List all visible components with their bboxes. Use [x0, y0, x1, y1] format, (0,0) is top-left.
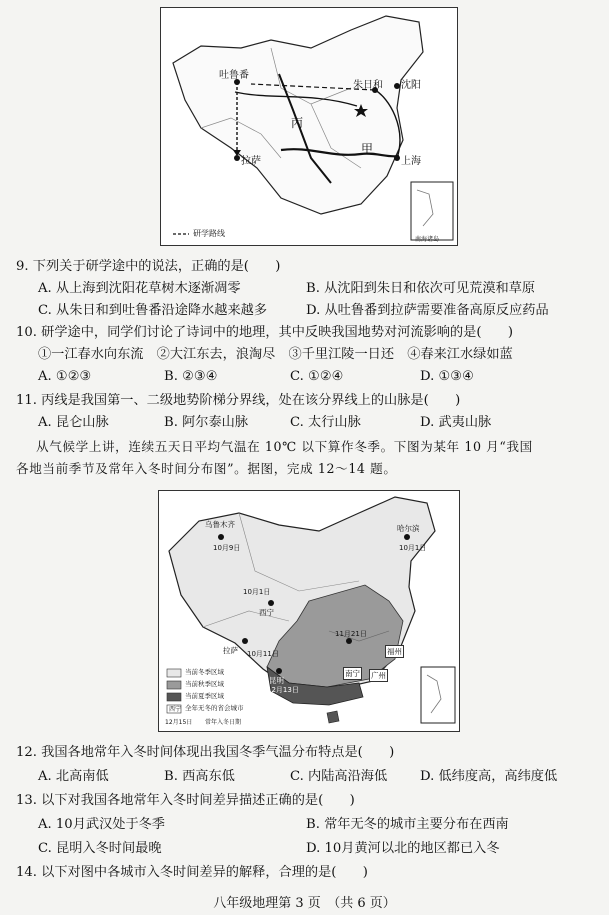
map1-inset-label: 南海诸岛 [415, 236, 440, 243]
q10-option-b[interactable]: B. ②③④ [164, 369, 218, 384]
label-bing: 丙 [291, 116, 304, 130]
label-shanghai: 上海 [401, 156, 421, 167]
page-footer: 八年级地理第 3 页 （共 6 页） [213, 896, 396, 911]
research-route-map [160, 7, 458, 246]
label-xining-date: 10月1日 [243, 588, 271, 596]
q12-option-b[interactable]: B. 西高东低 [164, 769, 235, 784]
label-jia: 甲 [361, 142, 374, 156]
label-zhurihe: 朱日和 [353, 80, 383, 91]
legend-autumn: 当前秋季区域 [185, 680, 224, 688]
label-tulufan: 吐鲁番 [219, 70, 249, 81]
q11-option-c[interactable]: C. 太行山脉 [290, 415, 361, 430]
q12-option-d[interactable]: D. 低纬度高，高纬度低 [420, 769, 558, 784]
q12-option-c[interactable]: C. 内陆高沿海低 [290, 769, 388, 784]
legend-example-date: 12月15日 [165, 719, 193, 726]
q12-option-a[interactable]: A. 北高南低 [38, 769, 109, 784]
q11-stem: 11. 丙线是我国第一、二级地势阶梯分界线，处在该分界线上的山脉是( ) [16, 393, 461, 408]
q9-option-c[interactable]: C. 从朱日和到吐鲁番沿途降水越来越多 [38, 303, 268, 318]
q9-stem: 9. 下列关于研学途中的说法，正确的是( ) [16, 259, 281, 274]
label-guangzhou: 广州 [371, 671, 386, 680]
label-kunming: 昆明 [269, 676, 284, 685]
q11-option-a[interactable]: A. 昆仑山脉 [38, 415, 109, 430]
q13-option-c[interactable]: C. 昆明入冬时间最晚 [38, 841, 162, 856]
q10-stem: 10. 研学途中，同学们讨论了诗词中的地理，其中反映我国地势对河流影响的是( ) [16, 325, 514, 340]
legend-winter: 当前冬季区域 [185, 668, 224, 676]
q10-option-c[interactable]: C. ①②④ [290, 369, 344, 384]
q11-option-d[interactable]: D. 武夷山脉 [420, 415, 492, 430]
label-shenyang: 沈阳 [401, 80, 421, 91]
q13-option-d[interactable]: D. 10月黄河以北的地区都已入冬 [306, 841, 500, 856]
label-lasa-date: 10月11日 [247, 650, 279, 658]
q13-option-a[interactable]: A. 10月武汉处于冬季 [38, 817, 165, 832]
q13-stem: 13. 以下对我国各地常年入冬时间差异描述正确的是( ) [16, 793, 355, 808]
q9-option-a[interactable]: A. 从上海到沈阳花草树木逐渐凋零 [38, 281, 241, 296]
label-wulumuqi-date: 10月9日 [213, 544, 241, 552]
label-wuhan-date: 11月21日 [335, 630, 367, 638]
q10-poems: ①一江春水向东流 ②大江东去，浪淘尽 ③千里江陵一日还 ④春来江水绿如蓝 [38, 347, 513, 362]
label-lasa: 拉萨 [241, 156, 261, 167]
legend-no-winter: 全年无冬的省会城市 [185, 704, 244, 712]
label-lasa: 拉萨 [223, 646, 238, 655]
q11-option-b[interactable]: B. 阿尔泰山脉 [164, 415, 249, 430]
intro-line-1: 从气候学上讲，连续五天日平均气温在 10℃ 以下算作冬季。下图为某年 10 月“我国 [36, 439, 533, 454]
label-xining: 西宁 [259, 608, 274, 617]
legend-date-note: 常年入冬日期 [205, 719, 242, 726]
legend-summer: 当前夏季区域 [185, 692, 224, 700]
q9-option-d[interactable]: D. 从吐鲁番到拉萨需要准备高原反应药品 [306, 303, 549, 318]
q10-option-a[interactable]: A. ①②③ [38, 369, 92, 384]
label-haerbin-date: 10月1日 [399, 544, 427, 552]
intro-line-2: 各地当前季节及常年入冬时间分布图”。据图，完成 12～14 题。 [16, 461, 397, 476]
china-outline-map [161, 8, 457, 245]
map1-legend: 研学路线 [193, 229, 225, 238]
label-wulumuqi: 乌鲁木齐 [205, 520, 235, 529]
q10-option-d[interactable]: D. ①③④ [420, 369, 474, 384]
q9-option-b[interactable]: B. 从沈阳到朱日和依次可见荒漠和草原 [306, 281, 536, 296]
label-fuzhou: 福州 [387, 647, 402, 656]
legend-example-city: 西宁 [169, 706, 182, 713]
label-kunming-date: 12月13日 [267, 686, 299, 694]
label-haerbin: 哈尔滨 [397, 524, 420, 533]
winter-onset-map [158, 490, 460, 732]
label-nanning: 南宁 [345, 669, 360, 678]
q12-stem: 12. 我国各地常年入冬时间体现出我国冬季气温分布特点是( ) [16, 745, 395, 760]
q14-stem: 14. 以下对图中各城市入冬时间差异的解释，合理的是( ) [16, 865, 368, 880]
q13-option-b[interactable]: B. 常年无冬的城市主要分布在西南 [306, 817, 509, 832]
